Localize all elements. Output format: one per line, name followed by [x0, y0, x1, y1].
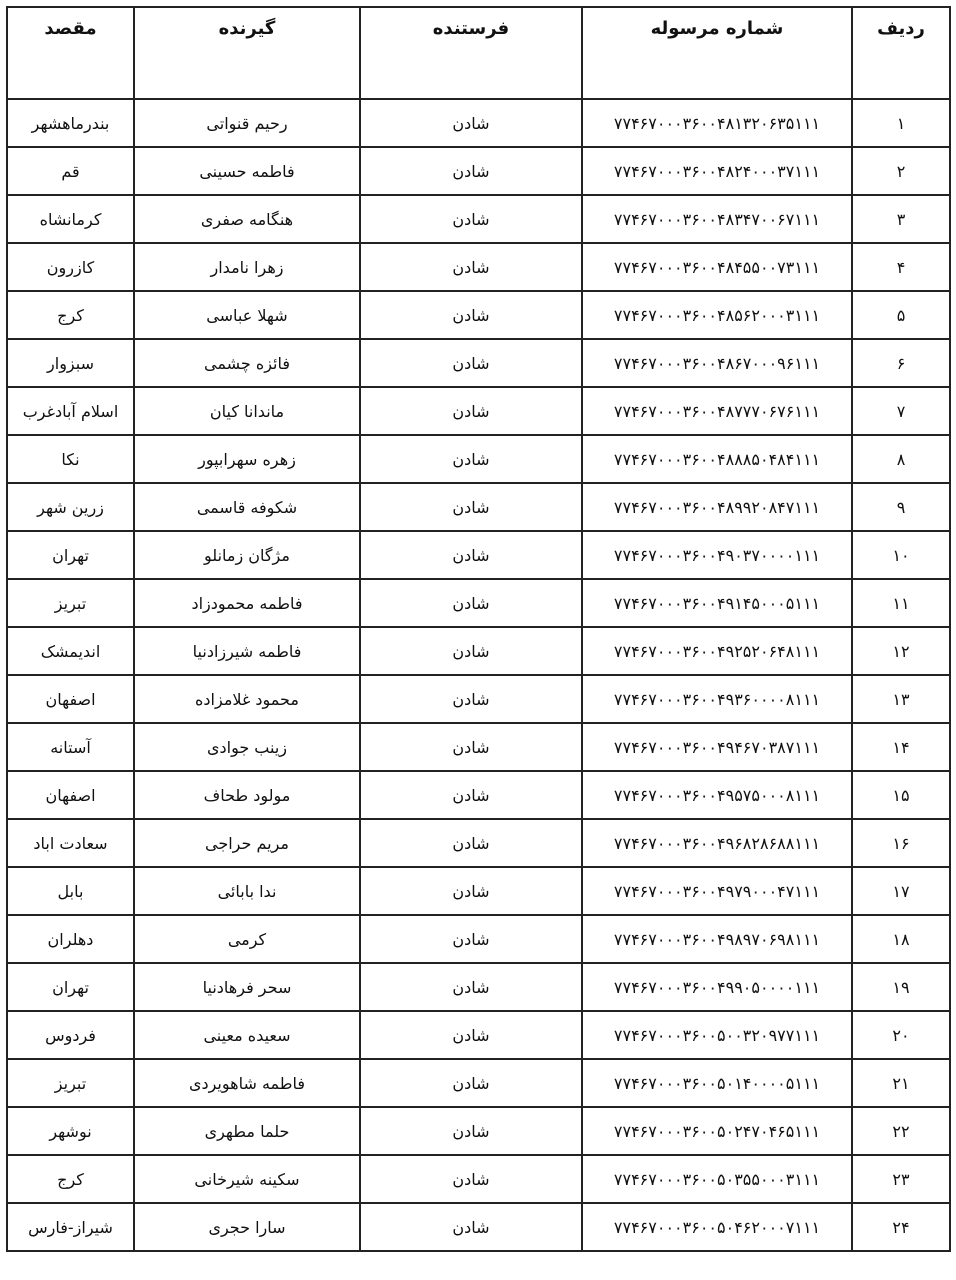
sender-cell: شادن: [360, 339, 582, 387]
receiver-cell: زهره سهرابپور: [134, 435, 360, 483]
row-number-cell: ۱۱: [852, 579, 950, 627]
receiver-cell: شهلا عباسی: [134, 291, 360, 339]
sender-cell: شادن: [360, 1011, 582, 1059]
header-tracking-number: شماره مرسوله: [582, 7, 852, 99]
receiver-cell: زینب جوادی: [134, 723, 360, 771]
table-row: [7, 387, 950, 435]
row-number-cell: ۱۵: [852, 771, 950, 819]
sender-cell: شادن: [360, 99, 582, 147]
sender-cell: شادن: [360, 435, 582, 483]
receiver-cell: سکینه شیرخانی: [134, 1155, 360, 1203]
tracking-number-cell: ۷۷۴۶۷۰۰۰۳۶۰۰۵۰۴۶۲۰۰۰۷۱۱۱: [582, 1203, 852, 1251]
receiver-cell: زهرا نامدار: [134, 243, 360, 291]
table-row: [7, 627, 950, 675]
row-number-cell: ۲۲: [852, 1107, 950, 1155]
destination-cell: نکا: [7, 435, 134, 483]
tracking-number-cell: ۷۷۴۶۷۰۰۰۳۶۰۰۴۹۶۸۲۸۶۸۸۱۱۱: [582, 819, 852, 867]
row-number-cell: ۳: [852, 195, 950, 243]
header-row: [7, 7, 950, 99]
receiver-cell: ماندانا کیان: [134, 387, 360, 435]
header-row-number: ردیف: [852, 7, 950, 99]
header-destination: مقصد: [7, 7, 134, 99]
sender-cell: شادن: [360, 723, 582, 771]
tracking-number-cell: ۷۷۴۶۷۰۰۰۳۶۰۰۴۹۰۳۷۰۰۰۰۱۱۱: [582, 531, 852, 579]
receiver-cell: هنگامه صفری: [134, 195, 360, 243]
row-number-cell: ۴: [852, 243, 950, 291]
destination-cell: دهلران: [7, 915, 134, 963]
shipments-table: [6, 6, 951, 1252]
receiver-cell: سحر فرهادنیا: [134, 963, 360, 1011]
destination-cell: اندیمشک: [7, 627, 134, 675]
tracking-number-cell: ۷۷۴۶۷۰۰۰۳۶۰۰۴۹۴۶۷۰۳۸۷۱۱۱: [582, 723, 852, 771]
sender-cell: شادن: [360, 915, 582, 963]
table-row: [7, 1155, 950, 1203]
row-number-cell: ۲: [852, 147, 950, 195]
receiver-cell: شکوفه قاسمی: [134, 483, 360, 531]
destination-cell: اصفهان: [7, 771, 134, 819]
row-number-cell: ۲۰: [852, 1011, 950, 1059]
tracking-number-cell: ۷۷۴۶۷۰۰۰۳۶۰۰۴۸۱۳۲۰۶۳۵۱۱۱: [582, 99, 852, 147]
sender-cell: شادن: [360, 579, 582, 627]
row-number-cell: ۱۶: [852, 819, 950, 867]
table-body: [7, 99, 950, 1251]
sender-cell: شادن: [360, 819, 582, 867]
tracking-number-cell: ۷۷۴۶۷۰۰۰۳۶۰۰۴۹۱۴۵۰۰۰۵۱۱۱: [582, 579, 852, 627]
sender-cell: شادن: [360, 291, 582, 339]
tracking-number-cell: ۷۷۴۶۷۰۰۰۳۶۰۰۵۰۱۴۰۰۰۰۵۱۱۱: [582, 1059, 852, 1107]
destination-cell: نوشهر: [7, 1107, 134, 1155]
table-row: [7, 243, 950, 291]
tracking-number-cell: ۷۷۴۶۷۰۰۰۳۶۰۰۴۹۸۹۷۰۶۹۸۱۱۱: [582, 915, 852, 963]
destination-cell: زرین شهر: [7, 483, 134, 531]
table-row: [7, 435, 950, 483]
table-row: [7, 963, 950, 1011]
row-number-cell: ۱۷: [852, 867, 950, 915]
destination-cell: کرج: [7, 1155, 134, 1203]
receiver-cell: فاطمه محمودزاد: [134, 579, 360, 627]
destination-cell: تبریز: [7, 1059, 134, 1107]
destination-cell: سعادت اباد: [7, 819, 134, 867]
tracking-number-cell: ۷۷۴۶۷۰۰۰۳۶۰۰۵۰۳۵۵۰۰۰۳۱۱۱: [582, 1155, 852, 1203]
destination-cell: شیراز-فارس: [7, 1203, 134, 1251]
table-row: [7, 1011, 950, 1059]
row-number-cell: ۷: [852, 387, 950, 435]
receiver-cell: حلما مطهری: [134, 1107, 360, 1155]
destination-cell: سبزوار: [7, 339, 134, 387]
receiver-cell: سعیده معینی: [134, 1011, 360, 1059]
sender-cell: شادن: [360, 531, 582, 579]
row-number-cell: ۱۴: [852, 723, 950, 771]
table-row: [7, 579, 950, 627]
sender-cell: شادن: [360, 1107, 582, 1155]
row-number-cell: ۲۳: [852, 1155, 950, 1203]
tracking-number-cell: ۷۷۴۶۷۰۰۰۳۶۰۰۴۹۷۹۰۰۰۴۷۱۱۱: [582, 867, 852, 915]
table-row: [7, 147, 950, 195]
table-row: [7, 531, 950, 579]
destination-cell: بندرماهشهر: [7, 99, 134, 147]
sender-cell: شادن: [360, 195, 582, 243]
tracking-number-cell: ۷۷۴۶۷۰۰۰۳۶۰۰۴۹۹۰۵۰۰۰۰۱۱۱: [582, 963, 852, 1011]
sender-cell: شادن: [360, 1203, 582, 1251]
sender-cell: شادن: [360, 483, 582, 531]
tracking-number-cell: ۷۷۴۶۷۰۰۰۳۶۰۰۴۸۷۷۷۰۶۷۶۱۱۱: [582, 387, 852, 435]
table-row: [7, 1203, 950, 1251]
tracking-number-cell: ۷۷۴۶۷۰۰۰۳۶۰۰۴۸۳۴۷۰۰۶۷۱۱۱: [582, 195, 852, 243]
sender-cell: شادن: [360, 147, 582, 195]
receiver-cell: فاطمه حسینی: [134, 147, 360, 195]
table-row: [7, 483, 950, 531]
row-number-cell: ۱۹: [852, 963, 950, 1011]
table-row: [7, 1107, 950, 1155]
row-number-cell: ۸: [852, 435, 950, 483]
tracking-number-cell: ۷۷۴۶۷۰۰۰۳۶۰۰۴۸۵۶۲۰۰۰۳۱۱۱: [582, 291, 852, 339]
receiver-cell: رحیم قنواتی: [134, 99, 360, 147]
destination-cell: کرج: [7, 291, 134, 339]
receiver-cell: محمود غلامزاده: [134, 675, 360, 723]
sender-cell: شادن: [360, 627, 582, 675]
tracking-number-cell: ۷۷۴۶۷۰۰۰۳۶۰۰۴۸۶۷۰۰۰۹۶۱۱۱: [582, 339, 852, 387]
destination-cell: تهران: [7, 531, 134, 579]
destination-cell: اصفهان: [7, 675, 134, 723]
tracking-number-cell: ۷۷۴۶۷۰۰۰۳۶۰۰۴۹۵۷۵۰۰۰۸۱۱۱: [582, 771, 852, 819]
destination-cell: تهران: [7, 963, 134, 1011]
table-row: [7, 339, 950, 387]
destination-cell: فردوس: [7, 1011, 134, 1059]
sender-cell: شادن: [360, 387, 582, 435]
sender-cell: شادن: [360, 1059, 582, 1107]
table-row: [7, 915, 950, 963]
row-number-cell: ۱۲: [852, 627, 950, 675]
row-number-cell: ۲۴: [852, 1203, 950, 1251]
row-number-cell: ۱۸: [852, 915, 950, 963]
sender-cell: شادن: [360, 675, 582, 723]
receiver-cell: سارا حجری: [134, 1203, 360, 1251]
receiver-cell: مژگان زمانلو: [134, 531, 360, 579]
header-receiver: گیرنده: [134, 7, 360, 99]
destination-cell: اسلام آبادغرب: [7, 387, 134, 435]
destination-cell: بابل: [7, 867, 134, 915]
tracking-number-cell: ۷۷۴۶۷۰۰۰۳۶۰۰۴۸۴۵۵۰۰۷۳۱۱۱: [582, 243, 852, 291]
destination-cell: آستانه: [7, 723, 134, 771]
tracking-number-cell: ۷۷۴۶۷۰۰۰۳۶۰۰۴۹۳۶۰۰۰۰۸۱۱۱: [582, 675, 852, 723]
row-number-cell: ۵: [852, 291, 950, 339]
table-row: [7, 723, 950, 771]
receiver-cell: ندا بابائی: [134, 867, 360, 915]
row-number-cell: ۱۰: [852, 531, 950, 579]
sender-cell: شادن: [360, 243, 582, 291]
tracking-number-cell: ۷۷۴۶۷۰۰۰۳۶۰۰۴۹۲۵۲۰۶۴۸۱۱۱: [582, 627, 852, 675]
table-row: [7, 1059, 950, 1107]
tracking-number-cell: ۷۷۴۶۷۰۰۰۳۶۰۰۵۰۰۳۲۰۹۷۷۱۱۱: [582, 1011, 852, 1059]
tracking-number-cell: ۷۷۴۶۷۰۰۰۳۶۰۰۴۸۹۹۲۰۸۴۷۱۱۱: [582, 483, 852, 531]
header-sender: فرستنده: [360, 7, 582, 99]
destination-cell: کازرون: [7, 243, 134, 291]
table-row: [7, 819, 950, 867]
table-row: [7, 771, 950, 819]
table-row: [7, 291, 950, 339]
receiver-cell: مریم حراجی: [134, 819, 360, 867]
sender-cell: شادن: [360, 963, 582, 1011]
row-number-cell: ۶: [852, 339, 950, 387]
receiver-cell: فاطمه شیرزادنیا: [134, 627, 360, 675]
row-number-cell: ۱: [852, 99, 950, 147]
row-number-cell: ۲۱: [852, 1059, 950, 1107]
tracking-number-cell: ۷۷۴۶۷۰۰۰۳۶۰۰۵۰۲۴۷۰۴۶۵۱۱۱: [582, 1107, 852, 1155]
destination-cell: قم: [7, 147, 134, 195]
table-row: [7, 99, 950, 147]
receiver-cell: مولود طحاف: [134, 771, 360, 819]
receiver-cell: کرمی: [134, 915, 360, 963]
tracking-number-cell: ۷۷۴۶۷۰۰۰۳۶۰۰۴۸۸۸۵۰۴۸۴۱۱۱: [582, 435, 852, 483]
table-row: [7, 675, 950, 723]
table-row: [7, 867, 950, 915]
sender-cell: شادن: [360, 771, 582, 819]
tracking-number-cell: ۷۷۴۶۷۰۰۰۳۶۰۰۴۸۲۴۰۰۰۳۷۱۱۱: [582, 147, 852, 195]
destination-cell: کرمانشاه: [7, 195, 134, 243]
sender-cell: شادن: [360, 867, 582, 915]
receiver-cell: فائزه چشمی: [134, 339, 360, 387]
row-number-cell: ۹: [852, 483, 950, 531]
receiver-cell: فاطمه شاهویردی: [134, 1059, 360, 1107]
sender-cell: شادن: [360, 1155, 582, 1203]
row-number-cell: ۱۳: [852, 675, 950, 723]
destination-cell: تبریز: [7, 579, 134, 627]
table-row: [7, 195, 950, 243]
